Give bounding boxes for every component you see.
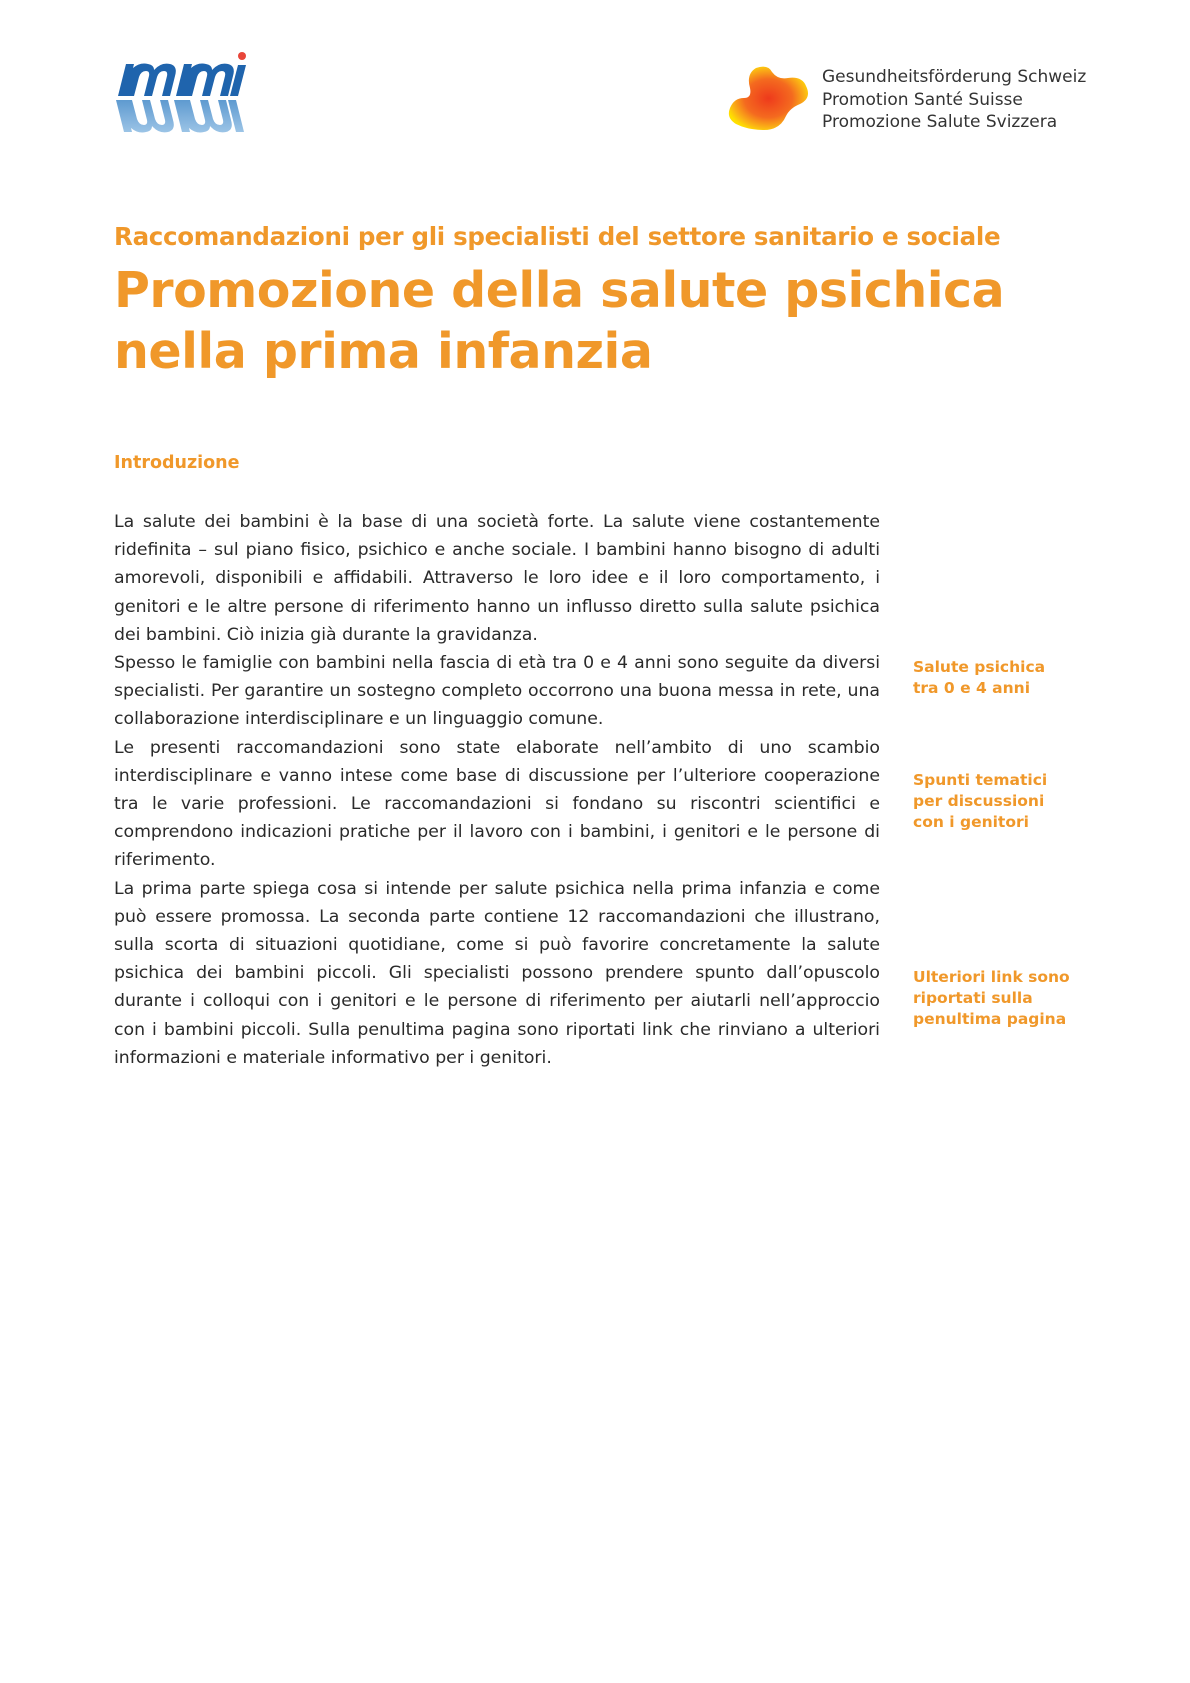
margin-note-line: tra 0 e 4 anni: [913, 679, 1031, 697]
title-line: nella prima infanzia: [114, 323, 653, 380]
margin-note-line: per discussioni: [913, 792, 1045, 810]
margin-note-line: penultima pagina: [913, 1010, 1067, 1028]
margin-note: [913, 967, 1103, 1030]
margin-note-line: Salute psichica: [913, 658, 1046, 676]
mmi-logo: [112, 52, 247, 136]
paragraph: La salute dei bambini è la base di una società forte. La salute viene costantemente ridefinita – sul piano fisico, psichico e anche sociale. I bambini hanno bisogno di adulti amorevoli, disponibili e affidabili. Attraverso le loro idee e il loro comportamento, i genitori e le altre persone di riferimento hanno un influsso diretto sulla salute psichica dei bambini. Ciò inizia già durante la gravidanza.: [114, 512, 880, 645]
document-kicker: Raccomandazioni per gli specialisti del settore sanitario e sociale: [114, 222, 1001, 251]
margin-note-line: Spunti tematici: [913, 771, 1048, 789]
org-name-fr: Promotion Santé Suisse: [822, 89, 1023, 110]
margin-note-line: Ulteriori link sono: [913, 968, 1070, 986]
mmi-wordmark: [118, 64, 246, 97]
org-name-de: Gesundheitsförderung Schweiz: [822, 67, 1087, 87]
margin-note: [913, 770, 1103, 833]
margin-note: [913, 657, 1103, 699]
gesundheitsfoerderung-logo: [726, 64, 814, 138]
title-line: Promozione della salute psichica: [114, 262, 1005, 319]
organization-names: [822, 66, 1086, 134]
paragraph: Spesso le famiglie con bambini nella fascia di età tra 0 e 4 anni sono seguite da diversi specialisti. Per garantire un sostegno completo occorrono una buona messa in rete, una collaborazione interdisciplinare e un linguaggio comune.: [114, 653, 880, 730]
margin-note-line: con i genitori: [913, 813, 1029, 831]
paragraph: Le presenti raccomandazioni sono state elaborate nell’ambito di uno scambio interdisciplinare e vanno intese come base di discussione per l’ulteriore cooperazione tra le varie professioni. Le raccomandazioni si fondano su riscontri scientifici e comprendono indicazioni pratiche per il lavoro con i bambini, i genitori e le persone di riferimento.: [114, 737, 880, 871]
mmi-reflection: [116, 100, 244, 133]
paragraph: La prima parte spiega cosa si intende per salute psichica nella prima infanzia e come può essere promossa. La seconda parte contiene 12 raccomandazioni che illustrano, sulla scorta di situazioni quotidiane, come si può favorire concretamente la salute psichica dei bambini piccoli. Gli specialisti possono prendere spunto dall’opuscolo durante i colloqui con i genitori e le persone di riferimento per aiutarli nell’approccio con i bambini piccoli. Sulla penultima pagina sono riportati link che rinviano a ulteriori informazioni e materiale informativo per i genitori.: [114, 878, 880, 1068]
margin-note-line: riportati sulla: [913, 989, 1033, 1007]
splash-shape: [729, 67, 808, 130]
body-text: [114, 508, 880, 1072]
document-title: [114, 260, 1004, 382]
mmi-dot: [238, 52, 246, 60]
section-heading: Introduzione: [114, 453, 240, 473]
org-name-it: Promozione Salute Svizzera: [822, 112, 1058, 132]
